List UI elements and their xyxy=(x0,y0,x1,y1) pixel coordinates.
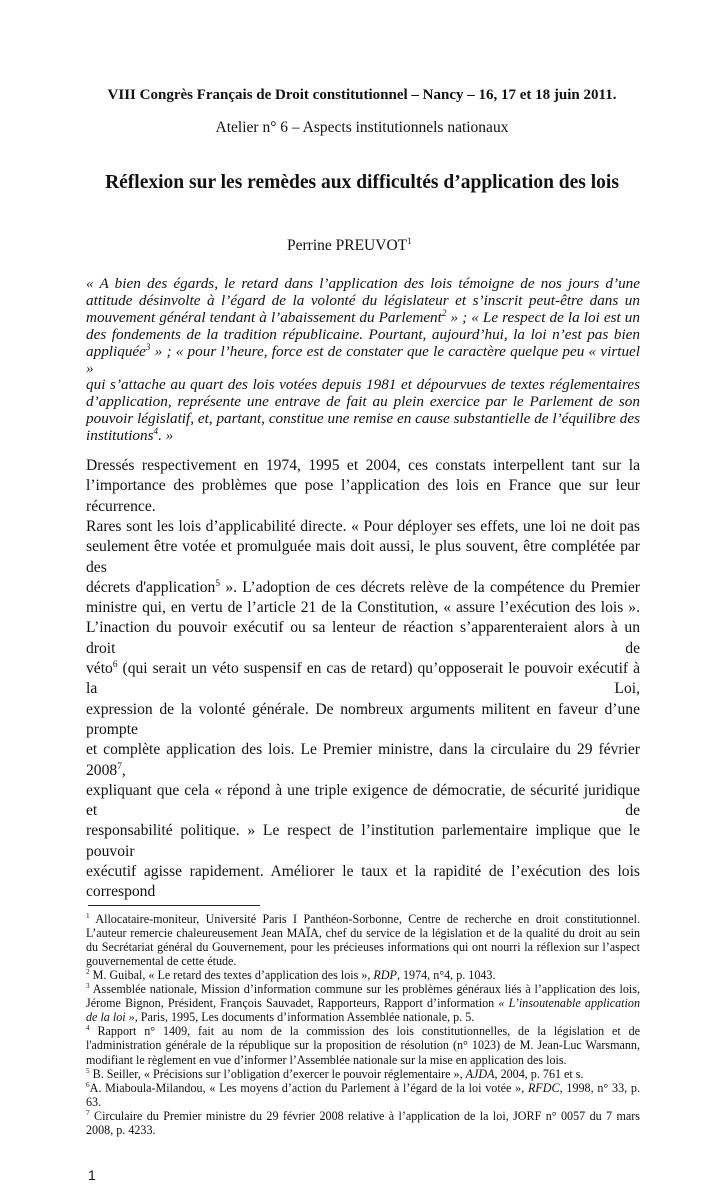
footnote-line xyxy=(86,1109,640,1123)
text-segment: , Paris, 1995, Les documents d’information Assemblée nationale, p. 5. xyxy=(134,1010,475,1025)
text-segment: L’auteur remercie chaleureusement Jean MAÏA, chef du service de la législation et de la qualité du droit au sein xyxy=(86,925,640,940)
text-segment: 63. xyxy=(86,1094,102,1109)
footnote-line xyxy=(86,1024,640,1038)
text-segment: appliquée xyxy=(86,342,146,360)
text-segment: l'administration générale de la république sur la proposition de résolution (n° 1023) de M. Jean-Luc Warsmann, xyxy=(86,1038,640,1053)
quote-line xyxy=(86,341,640,378)
text-segment: expliquant que cela « répond à une triple exigence de démocratie, de sécurité juridique et de xyxy=(86,781,640,820)
paper-title: Réflexion sur les remèdes aux difficultés d’application des lois xyxy=(105,172,619,193)
footnote-ref: 6 xyxy=(112,659,118,670)
body-line xyxy=(86,618,640,659)
body-line xyxy=(86,598,640,618)
text-segment: Allocataire-moniteur, Université Paris I Panthéon-Sorbonne, Centre de recherche en droit constitutionnel. xyxy=(89,911,640,926)
footnote-ref: 3 xyxy=(145,341,151,352)
body-paragraph xyxy=(86,456,640,903)
footnote-ref: 3 xyxy=(86,982,90,991)
text-segment: , xyxy=(121,761,126,779)
footnote-line xyxy=(86,982,640,996)
text-segment: « A bien des égards, le retard dans l’application des lois témoigne de nos jours d’une xyxy=(86,275,640,292)
quote-line xyxy=(86,293,640,310)
footnote-line xyxy=(86,1010,640,1024)
footnote-line xyxy=(86,968,640,982)
text-segment: gouvernemental de cette étude. xyxy=(86,953,237,968)
text-segment: décrets d'application xyxy=(86,578,216,596)
text-segment: qui s’attache au quart des lois votées depuis 1981 et dépourvues de textes réglementaires xyxy=(86,376,640,394)
quote-line xyxy=(86,394,640,411)
text-segment: modifiant le règlement en vue d’informer l’Assemblée nationale sur la mise en application des lois. xyxy=(86,1052,567,1067)
quote-line xyxy=(86,377,640,394)
text-segment: expression de la volonté générale. De nombreux arguments militent en faveur d’une prompte xyxy=(86,700,640,738)
conference-header: VIII Congrès Français de Droit constitutionnel – Nancy – 16, 17 et 18 juin 2011. xyxy=(107,87,617,103)
footnote-line xyxy=(86,926,640,940)
epigraph-quote xyxy=(86,276,640,445)
text-segment: Dressés respectivement en 1974, 1995 et 2004, ces constats interpellent tant sur la xyxy=(86,457,640,475)
text-segment: B. Seiller, « Précisions sur l’obligation d’exercer le pouvoir réglementaire », xyxy=(89,1066,466,1081)
footnote-line xyxy=(86,954,640,968)
footnote-line xyxy=(86,996,640,1010)
quote-line xyxy=(86,411,640,428)
text-segment: » ; « pour l’heure, force est de constater que le caractère quelque peu « virtuel » xyxy=(86,342,640,377)
text-segment: Rares sont les lois d’applicabilité directe. « Pour déployer ses effets, une loi ne doit pas xyxy=(86,517,640,535)
body-line xyxy=(86,862,640,903)
workshop-subtitle: Atelier n° 6 – Aspects institutionnels nationaux xyxy=(215,119,509,136)
text-segment: seulement être votée et promulguée mais doit aussi, le plus souvent, être complétée par des xyxy=(86,538,640,576)
text-segment: des fondements de la tradition républicaine. Pourtant, aujourd’hui, la loi n’est pas bien xyxy=(86,325,640,343)
page-number: 1 xyxy=(88,1167,96,1184)
footnote-ref: 4 xyxy=(86,1024,90,1033)
quote-line xyxy=(86,307,640,327)
footnote-ref: 2 xyxy=(441,307,447,318)
text-segment: 2008, p. 4233. xyxy=(86,1123,156,1137)
text-segment: et complète application des lois. Le Premier ministre, dans la circulaire du 29 février 2008 xyxy=(86,741,640,779)
footnote-ref: 4 xyxy=(153,426,159,437)
footnote-3 xyxy=(86,982,640,1024)
body-line xyxy=(86,821,640,862)
body-line xyxy=(86,700,640,741)
text-segment: A. Miaboula-Milandou, « Les moyens d’action du Parlement à l’égard de la loi votée », xyxy=(89,1080,529,1095)
footnote-line xyxy=(86,1095,640,1109)
body-line xyxy=(86,537,640,578)
footnote-ref: 1 xyxy=(86,911,90,920)
text-segment: » ; « Le respect de la loi est un xyxy=(446,308,640,326)
text-segment: véto xyxy=(86,660,113,678)
italic-segment: RDP xyxy=(373,967,397,982)
body-line xyxy=(86,476,640,517)
footnote-line xyxy=(86,1081,640,1095)
text-segment: Rapport n° 1409, fait au nom de la commission des lois constitutionnelles, de la législation et de xyxy=(89,1024,640,1039)
quote-line xyxy=(86,428,640,445)
text-segment: ». L’adoption de ces décrets relève de la compétence du Premier xyxy=(220,578,640,596)
text-segment: responsabilité politique. » Le respect de l’institution parlementaire implique que le pouvoir xyxy=(86,822,640,860)
text-segment: exécutif agisse rapidement. Améliorer le taux et la rapidité de l’exécution des lois correspond xyxy=(86,863,640,901)
body-line xyxy=(86,456,640,476)
footnote-7 xyxy=(86,1109,640,1137)
footnote-2 xyxy=(86,968,640,982)
footnote-ref: 7 xyxy=(86,1108,90,1117)
body-line xyxy=(86,578,640,598)
text-segment: du Secrétariat général du Gouvernement, pour les précieuses informations qui ont nourri la réflexion sur l’aspect xyxy=(86,939,640,954)
body-line xyxy=(86,740,640,781)
italic-segment: AJDA xyxy=(465,1066,495,1081)
text-segment: attitude désinvolte à l’égard de la volonté du législateur et s’inscrit peut-être dans un xyxy=(86,291,640,309)
body-line xyxy=(86,517,640,537)
text-segment: Assemblée nationale, Mission d’information commune sur les problèmes généraux liés à l’application des lois, xyxy=(89,982,640,997)
text-segment: . » xyxy=(158,427,174,445)
text-segment: , 1974, n°4, p. 1043. xyxy=(396,967,496,982)
body-line xyxy=(86,659,640,700)
text-segment: (qui serait un véto suspensif en cas de retard) qu’opposerait le pouvoir exécutif à la Loi, xyxy=(86,660,640,698)
author-name: Perrine PREUVOT xyxy=(287,237,408,254)
footnote-line xyxy=(86,912,640,926)
footnote-5 xyxy=(86,1067,640,1081)
footnote-line xyxy=(86,1067,640,1081)
footnote-divider xyxy=(88,905,260,906)
author xyxy=(287,237,724,255)
text-segment: L’inaction du pouvoir exécutif ou sa lenteur de réaction s’apparenteraient alors à un droit de xyxy=(86,619,640,657)
text-segment: M. Guibal, « Le retard des textes d’application des lois », xyxy=(89,967,374,982)
body-line xyxy=(86,781,640,822)
footnote-line xyxy=(86,1053,640,1067)
italic-segment: de la loi » xyxy=(86,1010,135,1025)
text-segment: l’importance des problèmes que pose l’application des lois en France que sur leur récurrence. xyxy=(86,477,640,515)
text-segment: pouvoir législatif, et, partant, constitue une remise en cause substantielle de l’équilibre des xyxy=(86,410,640,428)
text-segment: mouvement général tendant à l’abaissement du Parlement xyxy=(86,308,442,326)
author-footnote-ref: 1 xyxy=(407,235,412,246)
italic-segment: RFDC xyxy=(528,1080,560,1095)
footnote-line xyxy=(86,1123,640,1137)
text-segment: ministre qui, en vertu de l’article 21 de la Constitution, « assure l’exécution des lois ». xyxy=(86,599,640,617)
text-segment: d’application, représente une entrave de fait au plein exercice par le Parlement de son xyxy=(86,393,640,411)
text-segment: , 1998, n° 33, p. xyxy=(559,1080,640,1095)
text-segment: Jérome Bignon, Président, François Sauvadet, Rapporteurs, Rapport d’information xyxy=(86,996,499,1011)
footnote-4 xyxy=(86,1024,640,1066)
italic-segment: « L’insoutenable application xyxy=(498,996,640,1011)
footnote-ref: 5 xyxy=(86,1066,90,1075)
footnote-ref: 2 xyxy=(86,967,90,976)
footnote-ref: 6 xyxy=(86,1080,90,1089)
text-segment: Circulaire du Premier ministre du 29 février 2008 relative à l’application de la loi, JORF n° 0057 du 7 mars xyxy=(89,1108,640,1123)
quote-line xyxy=(86,276,640,293)
text-segment: institutions xyxy=(86,427,154,445)
footnote-ref: 7 xyxy=(117,761,122,772)
footnote-6 xyxy=(86,1081,640,1109)
footnote-line xyxy=(86,940,640,954)
text-segment: , 2004, p. 761 et s. xyxy=(494,1066,584,1081)
footnote-ref: 5 xyxy=(215,578,221,589)
footnotes xyxy=(86,912,640,1138)
footnote-line xyxy=(86,1038,640,1052)
quote-line xyxy=(86,327,640,344)
footnote-1 xyxy=(86,912,640,968)
